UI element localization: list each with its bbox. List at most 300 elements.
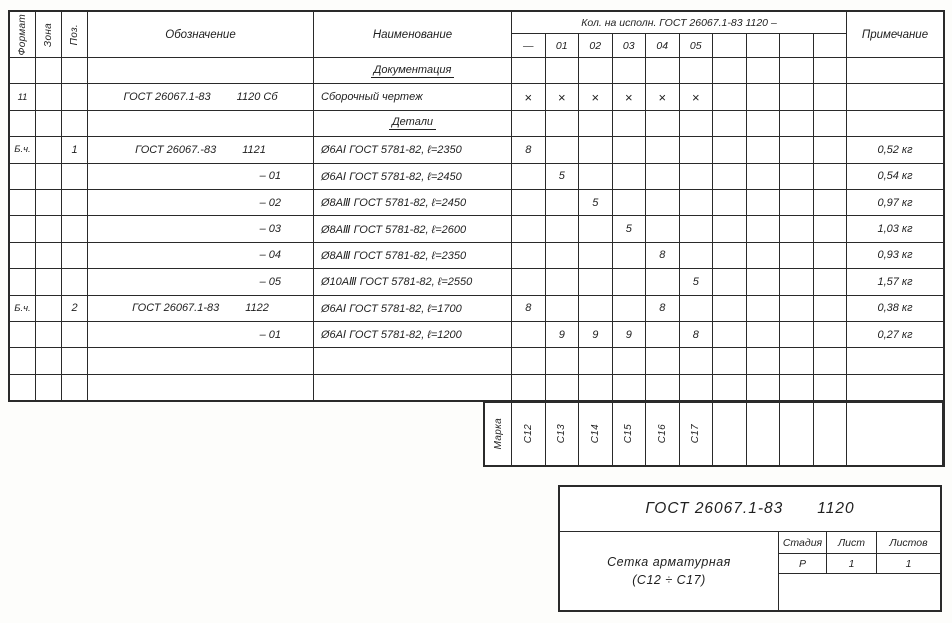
format-cell <box>10 375 36 400</box>
title-block <box>558 485 942 612</box>
qty-cell: 5 <box>579 190 613 215</box>
table-row <box>10 58 943 84</box>
qty-cell <box>579 137 613 162</box>
designation-column-header <box>88 12 314 57</box>
designation-cell <box>88 375 314 400</box>
pos-cell <box>62 190 88 215</box>
pos-header-label: Поз. <box>69 23 80 46</box>
note-cell <box>847 111 943 136</box>
qty-cell: 5 <box>613 216 647 241</box>
qty-cell <box>747 348 781 373</box>
table-row <box>10 243 943 269</box>
section-title: Документация <box>371 64 455 78</box>
pos-cell: 2 <box>62 296 88 321</box>
designation-standard: ГОСТ 26067.1-83 <box>132 302 220 315</box>
note-cell <box>847 375 943 400</box>
marka-cell-value <box>814 403 848 465</box>
table-row <box>10 216 943 242</box>
table-row <box>10 137 943 163</box>
designation-standard: ГОСТ 26067.1-83 <box>123 91 211 104</box>
qty-cell <box>780 111 814 136</box>
qty-cell <box>747 269 781 294</box>
document-standard: ГОСТ 26067.1-83 <box>645 500 784 517</box>
qty-cell: 9 <box>613 322 647 347</box>
designation-cell: – 01 <box>88 164 314 189</box>
name-column-header <box>314 12 512 57</box>
designation-cell <box>88 111 314 136</box>
qty-column-header: 01 <box>546 34 580 57</box>
format-cell <box>10 348 36 373</box>
table-row <box>10 164 943 190</box>
designation-cell <box>88 348 314 373</box>
qty-cell <box>814 58 848 83</box>
note-column-header <box>847 12 943 57</box>
qty-cell <box>546 243 580 268</box>
zone-cell <box>36 111 62 136</box>
format-cell <box>10 322 36 347</box>
qty-cell <box>747 84 781 109</box>
spec-table-header <box>10 12 943 58</box>
qty-cell <box>646 216 680 241</box>
qty-cell <box>546 84 580 109</box>
document-number: 1120 <box>817 500 855 517</box>
format-cell <box>10 111 36 136</box>
qty-cell <box>814 296 848 321</box>
qty-cell <box>780 348 814 373</box>
qty-cell <box>713 84 747 109</box>
name-header-label: Наименование <box>372 28 453 41</box>
note-cell: 0,54 кг <box>877 170 913 183</box>
zone-cell <box>36 296 62 321</box>
marka-value: С17 <box>690 424 702 444</box>
qty-cell <box>579 375 613 400</box>
qty-cell <box>680 164 714 189</box>
name-cell: Ø8АⅢ ГОСТ 5781-82, ℓ=2450 <box>314 190 512 215</box>
designation-number: 1122 <box>245 302 269 315</box>
pos-cell <box>62 269 88 294</box>
marka-value: С12 <box>522 424 534 444</box>
table-row <box>10 348 943 374</box>
format-cell <box>10 216 36 241</box>
format-cell: Б.ч. <box>10 137 36 162</box>
qty-cell <box>579 296 613 321</box>
qty-cell <box>680 84 714 109</box>
qty-cell: 8 <box>646 296 680 321</box>
table-row <box>10 322 943 348</box>
qty-cell <box>713 322 747 347</box>
pos-cell <box>62 164 88 189</box>
product-name-line1: Сетка арматурная <box>607 555 731 569</box>
qty-cell <box>780 190 814 215</box>
qty-cell <box>579 216 613 241</box>
qty-group-header <box>512 12 847 57</box>
marka-cell-value <box>713 403 747 465</box>
qty-cell <box>512 190 546 215</box>
qty-cell <box>680 190 714 215</box>
designation-cell: – 04 <box>88 243 314 268</box>
marka-value: С16 <box>656 424 668 444</box>
name-cell: Ø6АⅠ ГОСТ 5781-82, ℓ=2350 <box>314 137 512 162</box>
qty-cell <box>646 111 680 136</box>
qty-cell <box>646 164 680 189</box>
x-mark: × <box>658 89 667 105</box>
qty-cell <box>579 243 613 268</box>
qty-cell <box>613 137 647 162</box>
qty-cell <box>613 58 647 83</box>
sheet-value-cell: 1 <box>827 554 877 573</box>
designation-number: 1120 Сб <box>236 91 278 104</box>
marka-cell-value <box>780 403 814 465</box>
qty-cell <box>546 296 580 321</box>
qty-cell <box>546 190 580 215</box>
qty-cell <box>613 190 647 215</box>
note-cell: 0,38 кг <box>877 302 913 315</box>
qty-cell: 8 <box>646 243 680 268</box>
name-cell <box>314 348 512 373</box>
x-mark: × <box>691 89 700 105</box>
qty-cell: 8 <box>680 322 714 347</box>
note-cell: 0,97 кг <box>877 196 913 209</box>
qty-cell <box>780 164 814 189</box>
qty-cell <box>814 137 848 162</box>
format-column-header <box>10 12 36 57</box>
designation-cell <box>88 137 314 162</box>
qty-cell <box>747 190 781 215</box>
qty-cell <box>713 296 747 321</box>
qty-cell <box>579 84 613 109</box>
stage-header-row <box>779 532 940 554</box>
qty-cell <box>713 269 747 294</box>
qty-cell <box>814 243 848 268</box>
title-block-bottom <box>560 532 940 610</box>
pos-cell <box>62 375 88 400</box>
table-row <box>10 269 943 295</box>
zone-cell <box>36 190 62 215</box>
qty-column-header <box>814 34 848 57</box>
qty-column-header <box>747 34 781 57</box>
name-cell <box>314 111 512 136</box>
qty-cell <box>613 84 647 109</box>
table-row <box>10 111 943 137</box>
qty-cell <box>512 216 546 241</box>
designation-header-label: Обозначение <box>165 28 236 41</box>
zone-cell <box>36 216 62 241</box>
marka-cell-value <box>546 403 580 465</box>
qty-cell <box>713 216 747 241</box>
format-cell <box>10 243 36 268</box>
qty-cell <box>512 375 546 400</box>
table-body <box>10 58 943 400</box>
qty-cell <box>747 216 781 241</box>
qty-cell <box>646 137 680 162</box>
qty-cell <box>646 348 680 373</box>
product-name-line2: (С12 ÷ С17) <box>632 573 706 587</box>
qty-cell <box>680 111 714 136</box>
qty-cell <box>680 243 714 268</box>
pos-cell <box>62 216 88 241</box>
qty-cell <box>747 111 781 136</box>
marka-cell-value <box>512 403 546 465</box>
qty-cell <box>512 348 546 373</box>
marka-cell-value <box>579 403 613 465</box>
pos-cell: 1 <box>62 137 88 162</box>
qty-cell: 5 <box>546 164 580 189</box>
spec-table <box>8 10 945 402</box>
pos-cell <box>62 111 88 136</box>
qty-column-header: 05 <box>680 34 714 57</box>
qty-cell: 8 <box>512 137 546 162</box>
format-cell: Б.ч. <box>10 296 36 321</box>
qty-cell <box>579 348 613 373</box>
name-cell: Ø8АⅢ ГОСТ 5781-82, ℓ=2600 <box>314 216 512 241</box>
name-cell: Ø8АⅢ ГОСТ 5781-82, ℓ=2350 <box>314 243 512 268</box>
x-mark: × <box>624 89 633 105</box>
marka-cell-value <box>747 403 781 465</box>
qty-column-header: 03 <box>613 34 647 57</box>
qty-cell <box>713 137 747 162</box>
note-cell: 1,03 кг <box>877 223 913 236</box>
marka-cell-value <box>680 403 714 465</box>
name-cell: Ø6АⅠ ГОСТ 5781-82, ℓ=1700 <box>314 296 512 321</box>
qty-cell <box>646 84 680 109</box>
format-header-label: Формат <box>17 13 28 56</box>
qty-cell <box>613 348 647 373</box>
qty-cell <box>512 84 546 109</box>
qty-cell <box>814 164 848 189</box>
designation-number: 1121 <box>242 143 266 156</box>
designation-cell: – 03 <box>88 216 314 241</box>
stage-mini-table <box>779 532 940 610</box>
qty-cell <box>546 216 580 241</box>
qty-cell <box>747 243 781 268</box>
stage-value-row <box>779 554 940 574</box>
qty-cell <box>747 137 781 162</box>
note-cell <box>847 58 943 83</box>
qty-cell <box>680 58 714 83</box>
qty-cell <box>546 348 580 373</box>
product-name-cell <box>560 532 779 610</box>
format-cell: 11 <box>10 84 36 109</box>
qty-cell <box>613 269 647 294</box>
designation-cell <box>88 58 314 83</box>
qty-cell <box>814 216 848 241</box>
qty-cell <box>814 111 848 136</box>
marka-band <box>483 402 945 467</box>
marka-label: Марка <box>492 418 504 450</box>
note-cell: 0,52 кг <box>877 143 913 156</box>
qty-cell <box>747 58 781 83</box>
name-cell: Сборочный чертеж <box>314 84 512 109</box>
zone-cell <box>36 348 62 373</box>
note-header-label: Примечание <box>861 28 929 41</box>
zone-cell <box>36 84 62 109</box>
designation-cell: – 05 <box>88 269 314 294</box>
name-cell: Ø6АⅠ ГОСТ 5781-82, ℓ=2450 <box>314 164 512 189</box>
qty-cell <box>613 111 647 136</box>
qty-cell <box>512 269 546 294</box>
note-cell: 0,27 кг <box>877 328 913 341</box>
marka-value: С14 <box>589 424 601 444</box>
marka-cell-value <box>613 403 647 465</box>
zone-cell <box>36 58 62 83</box>
zone-cell <box>36 375 62 400</box>
sheets-value-cell: 1 <box>905 557 912 570</box>
table-row <box>10 190 943 216</box>
qty-cell <box>512 243 546 268</box>
marka-cell-value <box>646 403 680 465</box>
qty-cell <box>780 375 814 400</box>
designation-standard: ГОСТ 26067.-83 <box>135 143 217 156</box>
qty-cell <box>546 137 580 162</box>
qty-column-header <box>780 34 814 57</box>
qty-cell <box>680 216 714 241</box>
qty-cell <box>814 375 848 400</box>
zone-cell <box>36 269 62 294</box>
qty-column-header <box>713 34 747 57</box>
qty-cell <box>713 111 747 136</box>
marka-value: С13 <box>556 424 568 444</box>
qty-cell <box>613 296 647 321</box>
designation-cell: – 02 <box>88 190 314 215</box>
qty-cell <box>713 190 747 215</box>
qty-cell <box>814 348 848 373</box>
stage-value-cell: Р <box>779 554 827 573</box>
format-cell <box>10 164 36 189</box>
qty-cell <box>713 348 747 373</box>
zone-cell <box>36 164 62 189</box>
name-cell: Ø10АⅢ ГОСТ 5781-82, ℓ=2550 <box>314 269 512 294</box>
qty-cell <box>747 322 781 347</box>
qty-cell <box>646 375 680 400</box>
qty-cell <box>646 322 680 347</box>
section-title: Детали <box>389 116 436 130</box>
stage-header-cell: Стадия <box>779 532 827 553</box>
qty-cell <box>646 190 680 215</box>
qty-group-label: Кол. на исполн. ГОСТ 26067.1-83 1120 – <box>512 12 846 34</box>
x-mark: × <box>557 89 566 105</box>
qty-cell <box>780 322 814 347</box>
x-mark: × <box>524 89 533 105</box>
qty-cell <box>546 375 580 400</box>
qty-cell <box>814 269 848 294</box>
qty-cell <box>814 190 848 215</box>
pos-cell <box>62 322 88 347</box>
pos-column-header <box>62 12 88 57</box>
name-cell: Ø6АⅠ ГОСТ 5781-82, ℓ=1200 <box>314 322 512 347</box>
qty-subheader-row <box>512 34 846 57</box>
qty-cell <box>713 243 747 268</box>
qty-cell <box>814 322 848 347</box>
zone-cell <box>36 243 62 268</box>
qty-cell <box>579 58 613 83</box>
qty-cell: 8 <box>512 296 546 321</box>
format-cell <box>10 190 36 215</box>
sheet-header-cell: Лист <box>827 532 877 553</box>
qty-cell <box>613 164 647 189</box>
qty-cell <box>747 164 781 189</box>
name-cell <box>314 58 512 83</box>
qty-cell <box>713 375 747 400</box>
note-cell: 1,57 кг <box>877 275 913 288</box>
qty-column-header: 02 <box>579 34 613 57</box>
name-cell <box>314 375 512 400</box>
qty-column-header: — <box>512 34 546 57</box>
format-cell <box>10 58 36 83</box>
qty-cell <box>713 164 747 189</box>
qty-cell <box>646 58 680 83</box>
qty-cell <box>579 164 613 189</box>
zone-cell <box>36 137 62 162</box>
qty-cell <box>747 375 781 400</box>
title-block-document <box>560 487 940 532</box>
qty-cell <box>579 269 613 294</box>
qty-cell <box>680 137 714 162</box>
pos-cell <box>62 243 88 268</box>
designation-cell <box>88 296 314 321</box>
pos-cell <box>62 84 88 109</box>
note-cell <box>847 84 943 109</box>
note-cell: 0,93 кг <box>877 249 913 262</box>
qty-cell <box>646 269 680 294</box>
qty-cell <box>613 243 647 268</box>
qty-cell <box>512 164 546 189</box>
designation-cell <box>88 84 314 109</box>
x-mark: × <box>591 89 600 105</box>
table-row <box>10 84 943 110</box>
marka-value: С15 <box>623 424 635 444</box>
qty-cell <box>780 58 814 83</box>
qty-cell <box>546 58 580 83</box>
qty-cell <box>780 216 814 241</box>
qty-cell <box>512 111 546 136</box>
designation-cell: – 01 <box>88 322 314 347</box>
zone-header-label: Зона <box>43 22 54 47</box>
title-block-empty-cell <box>779 574 940 610</box>
qty-cell <box>780 84 814 109</box>
table-row <box>10 375 943 400</box>
qty-cell <box>546 111 580 136</box>
qty-cell <box>613 375 647 400</box>
qty-cell <box>780 137 814 162</box>
marka-label-cell <box>485 403 512 465</box>
pos-cell <box>62 348 88 373</box>
sheets-header-cell: Листов <box>889 536 928 549</box>
format-cell <box>10 269 36 294</box>
qty-cell <box>747 296 781 321</box>
marka-note-cell <box>847 403 943 465</box>
table-row <box>10 296 943 322</box>
zone-column-header <box>36 12 62 57</box>
qty-cell: 9 <box>546 322 580 347</box>
qty-cell <box>512 58 546 83</box>
qty-cell <box>780 296 814 321</box>
qty-cell <box>680 375 714 400</box>
zone-cell <box>36 322 62 347</box>
qty-cell <box>579 111 613 136</box>
qty-cell <box>546 269 580 294</box>
qty-cell <box>780 269 814 294</box>
qty-cell <box>713 58 747 83</box>
qty-cell <box>512 322 546 347</box>
qty-cell <box>814 84 848 109</box>
qty-column-header: 04 <box>646 34 680 57</box>
note-cell <box>847 348 943 373</box>
qty-cell: 9 <box>579 322 613 347</box>
pos-cell <box>62 58 88 83</box>
qty-cell <box>680 296 714 321</box>
qty-cell: 5 <box>680 269 714 294</box>
qty-cell <box>680 348 714 373</box>
